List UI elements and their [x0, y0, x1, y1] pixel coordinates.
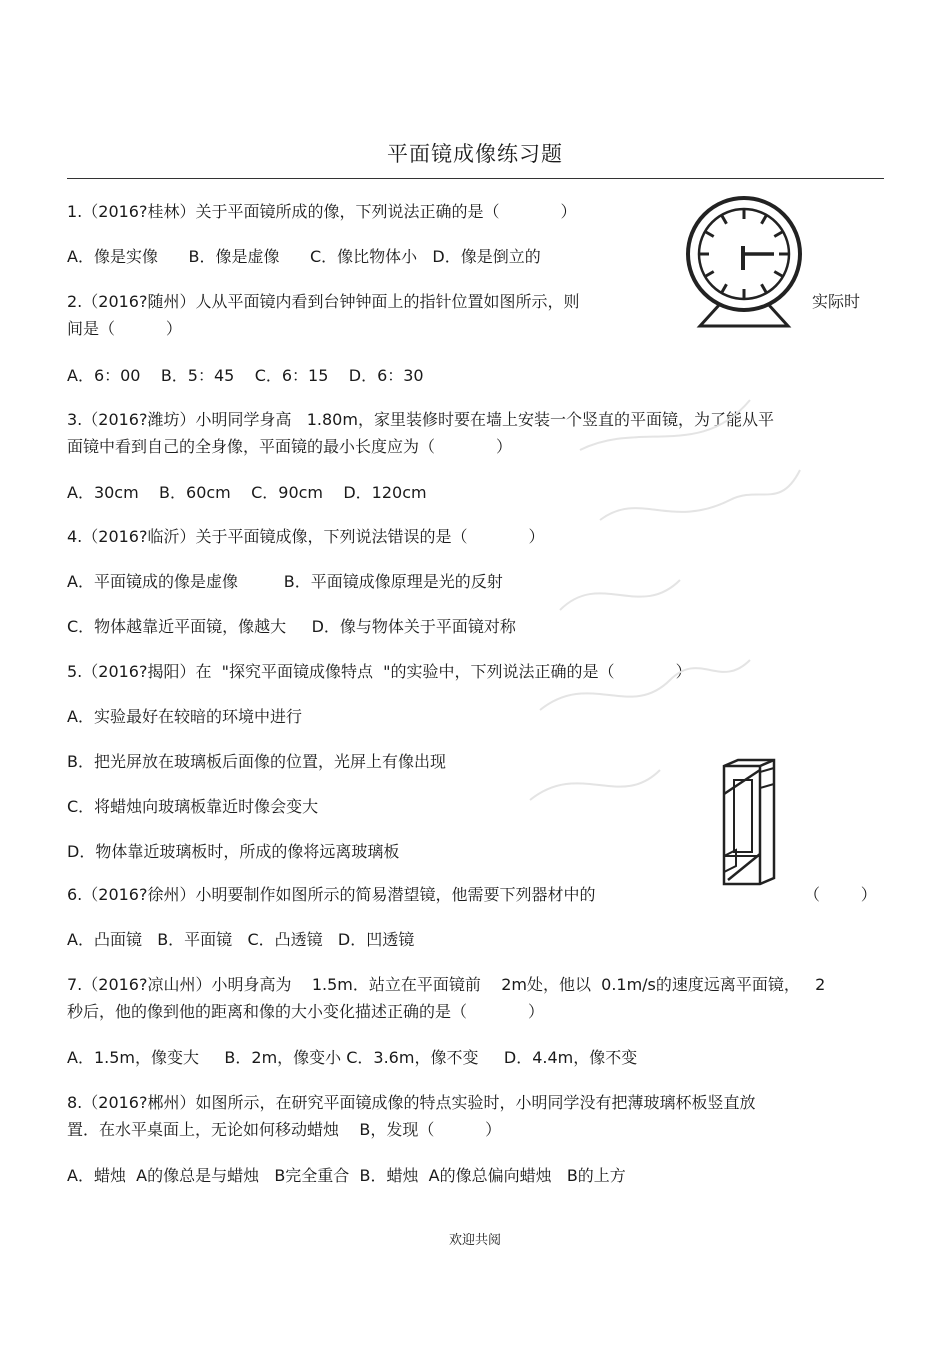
- question-3-line-2: 面镜中看到自己的全身像，平面镜的最小长度应为（ ）: [67, 437, 513, 456]
- question-2-options: A．6：00 B．5：45 C．6：15 D．6：30: [67, 366, 424, 385]
- question-8-line-1: 8.（2016?郴州）如图所示，在研究平面镜成像的特点实验时，小明同学没有把薄玻璃杯板竖直放: [67, 1093, 756, 1112]
- question-8-options: A．蜡烛 A的像总是与蜡烛 B完全重合 B．蜡烛 A的像总偏向蜡烛 B的上方: [67, 1166, 626, 1185]
- question-7-line-1: 7.（2016?凉山州）小明身高为 1.5m．站立在平面镜前 2m处，他以 0.1m/s的速度远离平面镜， 2: [67, 975, 826, 994]
- question-4-options-ab: A．平面镜成的像是虚像 B．平面镜成像原理是光的反射: [67, 572, 503, 591]
- page-title: 平面镜成像练习题: [387, 142, 563, 166]
- question-5-option-a: A．实验最好在较暗的环境中进行: [67, 707, 302, 726]
- clock-figure: [686, 196, 802, 330]
- question-5-option-d: D．物体靠近玻璃板时，所成的像将远离玻璃板: [67, 842, 400, 861]
- question-6: 6.（2016?徐州）小明要制作如图所示的简易潜望镜，他需要下列器材中的: [67, 885, 596, 904]
- question-8-line-2: 置．在水平桌面上，无论如何移动蜡烛 B，发现（ ）: [67, 1120, 502, 1139]
- question-6-options: A．凸面镜 B．平面镜 C．凸透镜 D．凹透镜: [67, 930, 415, 949]
- question-5: 5.（2016?揭阳）在 "探究平面镜成像特点 "的实验中，下列说法正确的是（ ）: [67, 662, 692, 681]
- question-6-answer-blank: （ ）: [804, 885, 877, 904]
- question-4: 4.（2016?临沂）关于平面镜成像，下列说法错误的是（ ）: [67, 527, 545, 546]
- question-2-line-2: 间是（ ）: [67, 319, 182, 338]
- footer-text: 欢迎共阅: [448, 1233, 501, 1248]
- question-1-options: A．像是实像 B．像是虚像 C．像比物体小 D．像是倒立的: [67, 247, 541, 266]
- question-7-line-2: 秒后，他的像到他的距离和像的大小变化描述正确的是（ ）: [67, 1002, 545, 1021]
- question-1: 1.（2016?桂林）关于平面镜所成的像，下列说法正确的是（ ）: [67, 202, 577, 221]
- question-5-option-c: C．将蜡烛向玻璃板靠近时像会变大: [67, 797, 319, 816]
- question-2-line-1-tail: 实际时: [812, 292, 861, 311]
- question-2-line-1: 2.（2016?随州）人从平面镜内看到台钟钟面上的指针位置如图所示，则: [67, 292, 580, 311]
- question-4-options-cd: C．物体越靠近平面镜，像越大 D．像与物体关于平面镜对称: [67, 617, 516, 636]
- question-5-option-b: B．把光屏放在玻璃板后面像的位置，光屏上有像出现: [67, 752, 446, 771]
- title-divider: [67, 178, 884, 179]
- question-3-options: A．30cm B．60cm C．90cm D．120cm: [67, 483, 427, 502]
- question-7-options: A．1.5m，像变大 B．2m，像变小 C．3.6m，像不变 D．4.4m，像不变: [67, 1048, 638, 1067]
- question-3-line-1: 3.（2016?潍坊）小明同学身高 1.80m，家里装修时要在墙上安装一个竖直的平面镜，为了能从平: [67, 410, 774, 429]
- watermark-icon: [520, 380, 820, 840]
